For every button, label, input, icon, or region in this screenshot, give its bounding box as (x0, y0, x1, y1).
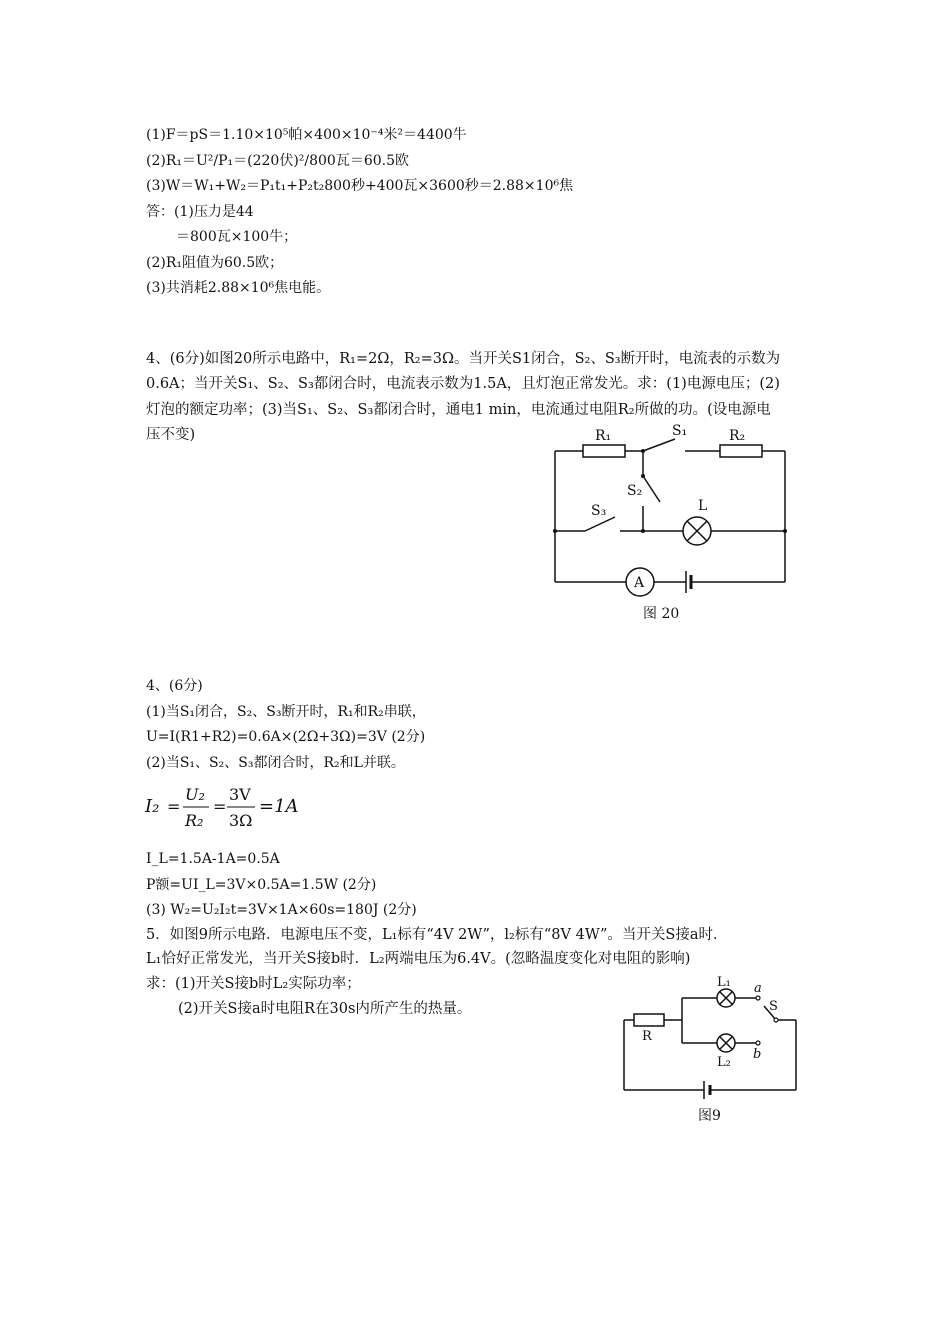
switch-s2 (643, 476, 660, 502)
answer4-line-4: (2)当S₁、S₂、S₃都闭合时，R₂和L并联。 (146, 755, 405, 771)
formula-lhs: I₂ (145, 796, 160, 817)
switch-s1 (643, 439, 675, 451)
label-s1: S₁ (672, 423, 688, 439)
q5-line-3: 求：(1)开关S接b时L₂实际功率； (146, 976, 361, 992)
label-r: R (642, 1029, 652, 1044)
answer4-line-1: 4、(6分) (146, 678, 203, 694)
answer4-line-2: (1)当S₁闭合，S₂、S₃断开时，R₁和R₂串联， (146, 704, 426, 720)
label-ammeter: A (634, 575, 645, 591)
resistor-r (634, 1014, 664, 1026)
label-l2: L₂ (717, 1055, 731, 1070)
label-r1: R₁ (595, 428, 612, 444)
q4-line-1: 4、(6分)如图20所示电路中，R₁=2Ω，R₂=3Ω。当开关S1闭合，S₂、S₃断开时，电流表的示数为 (146, 351, 781, 367)
q5-line-2: L₁恰好正常发光，当开关S接b时．L₂两端电压为6.4V。(忽略温度变化对电阻的影响) (146, 951, 691, 967)
formula-den2: 3Ω (229, 811, 253, 830)
resistor-r2 (720, 445, 762, 457)
answer3-line-3: (3)W＝W₁+W₂＝P₁t₁+P₂t₂800秒+400瓦×3600秒＝2.88×10⁶焦 (146, 178, 574, 194)
label-l1: L₁ (717, 975, 731, 990)
q5-line-1: 5．如图9所示电路．电源电压不变，L₁标有“4V 2W”，l₂标有“8V 4W”。当开关S接a时． (146, 927, 728, 943)
circuit-diagram-9 (616, 968, 806, 1128)
answer4-line-3: U=I(R1+R2)=0.6A×(2Ω+3Ω)=3V (2分) (146, 729, 426, 745)
answer4-line-6: P额=UI_L=3V×0.5A=1.5W (2分) (146, 877, 377, 893)
label-s3: S₃ (591, 503, 607, 519)
circuit-figure-9 (616, 968, 806, 1128)
label-a: a (754, 981, 762, 996)
answer3-line-4: 答：(1)压力是44 (146, 204, 254, 220)
q4-line-3: 灯泡的额定功率；(3)当S₁、S₂、S₃都闭合时，通电1 min，电流通过电阻R₂所做的功。(设电源电 (146, 402, 771, 418)
answer3-line-1: (1)F＝pS＝1.10×10⁵帕×400×10⁻⁴米²＝4400牛 (146, 127, 467, 143)
answer3-line-6: (2)R₁阻值为60.5欧； (146, 255, 284, 271)
battery-9 (704, 1081, 710, 1099)
formula-num1: U₂ (185, 785, 205, 804)
formula-eq-2: = (213, 797, 227, 816)
label-s2: S₂ (627, 483, 643, 499)
label-b: b (753, 1047, 762, 1062)
circuit-figure-20 (545, 422, 795, 627)
circuit-diagram-20 (545, 422, 795, 627)
answer3-line-7: (3)共消耗2.88×10⁶焦电能。 (146, 280, 331, 296)
formula-num2: 3V (229, 785, 251, 804)
formula-eq-1: = (167, 797, 181, 816)
figure-9-caption: 图9 (698, 1108, 721, 1124)
answer4-line-5: I_L=1.5A-1A=0.5A (146, 851, 280, 867)
q5-line-4: (2)开关S接a时电阻R在30s内所产生的热量。 (178, 1001, 472, 1017)
formula-rhs: =1A (259, 796, 299, 817)
label-s: S (769, 999, 778, 1014)
formula-i2 (143, 782, 313, 832)
figure-20-caption: 图 20 (643, 606, 680, 622)
label-r2: R₂ (729, 428, 746, 444)
q4-line-4: 压不变) (146, 427, 196, 443)
answer3-line-5: ＝800瓦×100牛； (176, 229, 298, 245)
answer3-line-2: (2)R₁＝U²/P₁＝(220伏)²/800瓦＝60.5欧 (146, 153, 410, 169)
q4-line-2: 0.6A；当开关S₁、S₂、S₃都闭合时，电流表示数为1.5A，且灯泡正常发光。求：(1)电源电压；(2) (146, 376, 780, 392)
battery (686, 571, 691, 593)
formula-den1: R₂ (185, 811, 204, 830)
resistor-r1 (583, 445, 625, 457)
answer4-line-7: (3) W₂=U₂I₂t=3V×1A×60s=180J (2分) (146, 902, 417, 918)
switch-s3 (585, 517, 615, 531)
label-lamp: L (698, 498, 708, 514)
